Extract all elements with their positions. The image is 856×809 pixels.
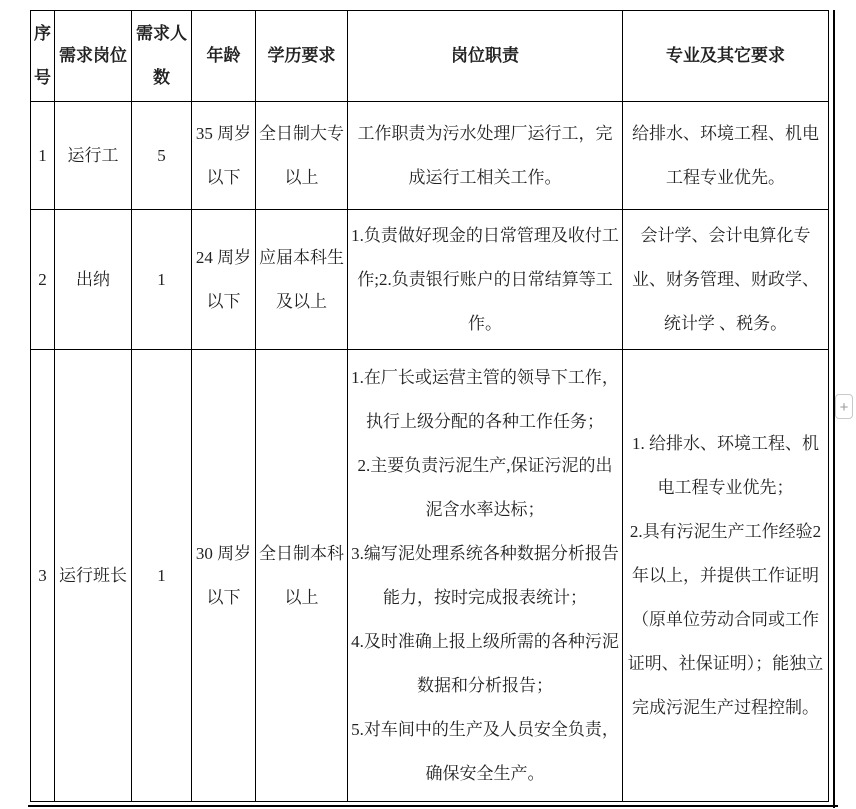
cell-headcount: 5 <box>132 102 192 210</box>
cell-requirements: 给排水、环境工程、机电工程专业优先。 <box>623 102 829 210</box>
cell-age: 30 周岁 以下 <box>192 350 256 802</box>
header-duties: 岗位职责 <box>348 11 623 102</box>
recruitment-table <box>30 10 829 802</box>
cell-duties: 1.在厂长或运营主管的领导下工作，执行上级分配的各种工作任务； 2.主要负责污泥生产,保证污泥的出泥含水率达标； 3.编写泥处理系统各种数据分析报告能力，按时完成报表统计； 4.及时准确上报上级所需的各种污泥数据和分析报告； 5.对车间中的生产及人员安全负责，确保安全生产。 <box>348 350 623 802</box>
table-outer-bottom-border <box>28 805 838 807</box>
header-requirements: 专业及其它要求 <box>623 11 829 102</box>
header-seq: 序号 <box>31 11 55 102</box>
cell-education: 应届本科生 及以上 <box>256 210 348 350</box>
table-row <box>31 210 829 350</box>
cell-position: 运行班长 <box>55 350 132 802</box>
plus-button[interactable] <box>835 394 853 419</box>
cell-seq: 1 <box>31 102 55 210</box>
cell-duties: 1.负责做好现金的日常管理及收付工作;2.负责银行账户的日常结算等工作。 <box>348 210 623 350</box>
cell-headcount: 1 <box>132 350 192 802</box>
cell-position: 出纳 <box>55 210 132 350</box>
cell-education: 全日制大专 以上 <box>256 102 348 210</box>
cell-position: 运行工 <box>55 102 132 210</box>
cell-requirements: 会计学、会计电算化专业、财务管理、财政学、统计学 、税务。 <box>623 210 829 350</box>
cell-age: 24 周岁 以下 <box>192 210 256 350</box>
cell-education: 全日制本科 以上 <box>256 350 348 802</box>
table-row <box>31 350 829 802</box>
header-headcount: 需求人数 <box>132 11 192 102</box>
table-header-row <box>31 11 829 102</box>
cell-requirements: 1. 给排水、环境工程、机电工程专业优先； 2.具有污泥生产工作经验2年以上，并提供工作证明（原单位劳动合同或工作证明、社保证明）；能独立完成污泥生产过程控制。 <box>623 350 829 802</box>
plus-icon: + <box>839 399 849 416</box>
cell-headcount: 1 <box>132 210 192 350</box>
header-age: 年龄 <box>192 11 256 102</box>
cell-duties: 工作职责为污水处理厂运行工，完成运行工相关工作。 <box>348 102 623 210</box>
cell-age: 35 周岁 以下 <box>192 102 256 210</box>
table-row <box>31 102 829 210</box>
cell-seq: 2 <box>31 210 55 350</box>
header-education: 学历要求 <box>256 11 348 102</box>
cell-seq: 3 <box>31 350 55 802</box>
header-position: 需求岗位 <box>55 11 132 102</box>
